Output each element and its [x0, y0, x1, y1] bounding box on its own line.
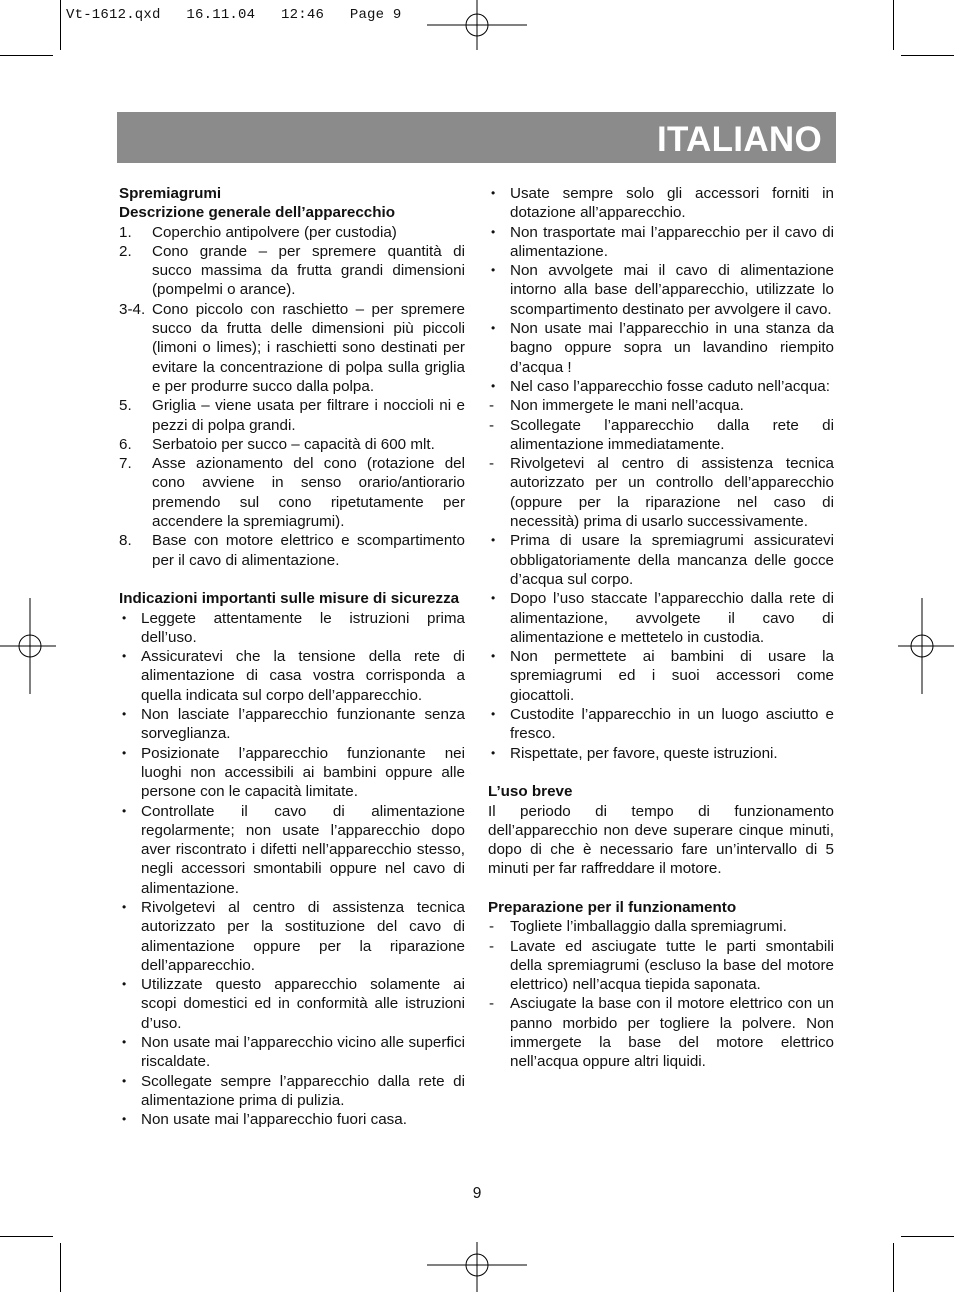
- safety-text: Rivolgetevi al centro di assistenza tecnica autorizzato per un controllo dell’apparecchio (oppure per la riparazione nel caso di necessità) prima di usarlo successivamente.: [510, 455, 834, 531]
- part-text: Asse azionamento del cono (rotazione del cono avviene in senso orario/antiorario premendo sul cono ripetutamente per accendere la spremiagrumi).: [152, 455, 465, 531]
- part-item: [119, 396, 465, 435]
- crop-mark-tl-h: [0, 55, 53, 56]
- safety-item: [488, 531, 834, 589]
- registration-mark-right-icon: [898, 598, 954, 694]
- bullet-icon: •: [122, 1073, 127, 1088]
- safety-item: [488, 319, 834, 377]
- dash-icon: -: [489, 995, 495, 1013]
- safety-item: [488, 223, 834, 262]
- safety-item: [119, 898, 465, 975]
- safety-text: Non lasciate l’apparecchio funzionante senza sorveglianza.: [141, 706, 465, 743]
- bullet-icon: •: [122, 745, 127, 760]
- safety-item: [119, 705, 465, 744]
- safety-text: Utilizzate questo apparecchio solamente ai scopi domestici ed in conformità alle istruzioni d’uso.: [141, 976, 465, 1032]
- product-title: Spremiagrumi: [119, 185, 222, 202]
- safety-text: Dopo l’uso staccate l’apparecchio dalla rete di alimentazione, avvolgete il cavo di alimentazione e mettetelo in custodia.: [510, 590, 834, 646]
- crop-mark-tr-v: [893, 0, 894, 50]
- safety-text: Non usate mai l’apparecchio fuori casa.: [141, 1111, 407, 1129]
- safety-text: Posizionate l’apparecchio funzionante nei luoghi non accessibili ai bambini oppure alle persone con le capacità limitate.: [141, 744, 465, 801]
- preparation-text: Lavate ed asciugate tutte le parti smontabili della spremiagrumi (escluso la base del motore elettrico) nell’acqua tiepida saponata.: [510, 937, 834, 994]
- bullet-icon: •: [122, 977, 127, 992]
- safety-item: [488, 705, 834, 744]
- safety-text: Non permettete ai bambini di usare la spremiagrumi ed i suoi accessori come giocattoli.: [510, 648, 834, 704]
- safety-subitem: [488, 396, 834, 415]
- safety-text: Scollegate sempre l’apparecchio dalla rete di alimentazione prima di pulizia.: [141, 1072, 465, 1109]
- page-number: 9: [472, 1185, 482, 1202]
- safety-text: Controllate il cavo di alimentazione regolarmente; non usate l’apparecchio dopo aver riscontrato i difetti nell’apparecchio stesso, negli accessori smontabili oppure nel cavo di alimentazione.: [141, 802, 465, 897]
- safety-text: Usate sempre solo gli accessori forniti in dotazione all’apparecchio.: [510, 185, 834, 222]
- bullet-icon: •: [491, 591, 496, 606]
- preparation-item: [488, 937, 834, 995]
- bullet-icon: •: [491, 707, 496, 722]
- part-number: 3-4.: [119, 300, 146, 318]
- crop-mark-br-v: [893, 1243, 894, 1292]
- safety-item: [119, 647, 465, 705]
- part-text: Coperchio antipolvere (per custodia): [152, 223, 397, 241]
- part-item: [119, 531, 465, 570]
- safety-text: Rispettate, per favore, queste istruzioni.: [510, 744, 778, 762]
- safety-text: Non trasportate mai l’apparecchio per il cavo di alimentazione.: [510, 223, 834, 260]
- part-item: [119, 435, 465, 454]
- print-slug: Vt-1612.qxd 16.11.04 12:46 Page 9: [66, 7, 402, 23]
- safety-text: Assicuratevi che la tensione della rete di alimentazione di casa vostra corrisponda a quella indicata sul corpo dell’apparecchio.: [141, 648, 465, 704]
- part-text: Serbatoio per succo – capacità di 600 mlt.: [152, 435, 435, 453]
- right-column: [488, 184, 834, 1072]
- part-text: Cono grande – per spremere quantità di succo massima da frutta grandi dimensioni (pompelmi o arance).: [152, 242, 465, 299]
- part-text: Base con motore elettrico e scompartimento per il cavo di alimentazione.: [152, 532, 465, 569]
- preparation-text: Asciugate la base con il motore elettrico con un panno morbido per togliere la polvere. Non immergete la base del motore elettrico nell’acqua oppure altri liquidi.: [510, 995, 834, 1071]
- banner-title: ITALIANO: [656, 120, 822, 159]
- safety-text: Non immergete le mani nell’acqua.: [510, 397, 744, 415]
- part-item: [119, 242, 465, 300]
- crop-mark-bl-v: [60, 1243, 61, 1292]
- safety-item: [119, 609, 465, 648]
- safety-text: Rivolgetevi al centro di assistenza tecnica autorizzato per la sostituzione del cavo di alimentazione oppure per la riparazione dell’apparecchio.: [141, 898, 465, 974]
- bullet-icon: •: [491, 321, 496, 336]
- safety-text: Prima di usare la spremiagrumi assicuratevi obbligatoriamente della mancanza delle gocce d’acqua sul corpo.: [510, 532, 834, 588]
- safety-item: [119, 1110, 465, 1129]
- bullet-icon: •: [122, 899, 127, 914]
- description-heading: Descrizione generale dell’apparecchio: [119, 204, 396, 222]
- bullet-icon: •: [491, 745, 496, 760]
- part-item: [119, 300, 465, 396]
- crop-mark-bl-h: [0, 1236, 53, 1237]
- crop-mark-br-h: [901, 1236, 954, 1237]
- safety-subitem: [488, 416, 834, 455]
- safety-item: [119, 802, 465, 898]
- usage-paragraph: Il periodo di tempo di funzionamento dell’apparecchio non deve superare cinque minuti, dopo di che è necessario fare un’intervallo di 5 minuti per far raffreddare il motore.: [488, 802, 834, 878]
- part-number: 8.: [119, 532, 132, 550]
- bullet-icon: •: [122, 803, 127, 818]
- dash-icon: -: [489, 937, 495, 955]
- safety-item: [119, 1072, 465, 1111]
- preparation-heading: Preparazione per il funzionamento: [488, 898, 737, 916]
- safety-text: Leggete attentamente le istruzioni prima dell’uso.: [141, 609, 465, 646]
- crop-mark-tl-v: [60, 0, 61, 50]
- crop-mark-tr-h: [901, 55, 954, 56]
- safety-heading: Indicazioni importanti sulle misure di sicurezza: [119, 590, 460, 608]
- part-number: 1.: [119, 223, 132, 241]
- safety-text: Nel caso l’apparecchio fosse caduto nell’acqua:: [510, 377, 830, 395]
- preparation-text: Togliete l’imballaggio dalla spremiagrumi.: [510, 918, 787, 936]
- safety-text: Non usate mai l’apparecchio in una stanza da bagno oppure sopra un lavandino riempito d’acqua !: [510, 320, 834, 376]
- dash-icon: -: [489, 416, 495, 434]
- usage-heading: L’uso breve: [488, 783, 573, 801]
- part-number: 6.: [119, 435, 132, 453]
- safety-text: Custodite l’apparecchio in un luogo asciutto e fresco.: [510, 706, 834, 743]
- part-number: 2.: [119, 242, 132, 260]
- safety-item: [119, 975, 465, 1033]
- registration-mark-left-icon: [0, 598, 56, 694]
- part-number: 7.: [119, 455, 132, 473]
- bullet-icon: •: [122, 707, 127, 722]
- safety-item: [488, 647, 834, 705]
- dash-icon: -: [489, 918, 495, 936]
- part-item: [119, 223, 465, 242]
- safety-subitem: [488, 454, 834, 531]
- bullet-icon: •: [491, 649, 496, 664]
- safety-item: [488, 184, 834, 223]
- safety-item: [119, 1033, 465, 1072]
- bullet-icon: •: [122, 1035, 127, 1050]
- safety-text: Scollegate l’apparecchio dalla rete di alimentazione immediatamente.: [510, 416, 834, 453]
- spacer: [488, 879, 834, 898]
- bullet-icon: •: [491, 533, 496, 548]
- preparation-item: [488, 917, 834, 936]
- registration-mark-bottom-icon: [427, 1242, 527, 1292]
- bullet-icon: •: [122, 610, 127, 625]
- bullet-icon: •: [122, 649, 127, 664]
- safety-item: [488, 377, 834, 396]
- safety-text: Non usate mai l’apparecchio vicino alle superfici riscaldate.: [141, 1034, 465, 1071]
- part-number: 5.: [119, 397, 132, 415]
- part-item: [119, 454, 465, 531]
- bullet-icon: •: [491, 224, 496, 239]
- left-column: [119, 184, 465, 1130]
- bullet-icon: •: [491, 263, 496, 278]
- safety-text: Non avvolgete mai il cavo di alimentazione intorno alla base dell’apparecchio, utilizzate lo scompartimento destinato per avvolgere il cavo.: [510, 262, 834, 318]
- part-text: Griglia – viene usata per filtrare i noccioli ni e pezzi di polpa grandi.: [152, 397, 465, 434]
- spacer: [488, 763, 834, 782]
- dash-icon: -: [489, 455, 495, 473]
- bullet-icon: •: [122, 1112, 127, 1127]
- safety-item: [119, 744, 465, 802]
- safety-item: [488, 261, 834, 319]
- dash-icon: -: [489, 397, 495, 415]
- spacer: [119, 570, 465, 589]
- preparation-item: [488, 994, 834, 1071]
- safety-item: [488, 744, 834, 763]
- bullet-icon: •: [491, 186, 496, 200]
- registration-mark-top-icon: [427, 0, 527, 52]
- bullet-icon: •: [491, 378, 496, 393]
- safety-item: [488, 589, 834, 647]
- language-banner: [117, 112, 836, 163]
- part-text: Cono piccolo con raschietto – per spremere succo da frutta delle dimensioni più piccoli (limoni o limes); i raschietti sono destinati per evitare la concentrazione di polpa sulla griglia e per produrre succo dalla polpa.: [152, 300, 465, 395]
